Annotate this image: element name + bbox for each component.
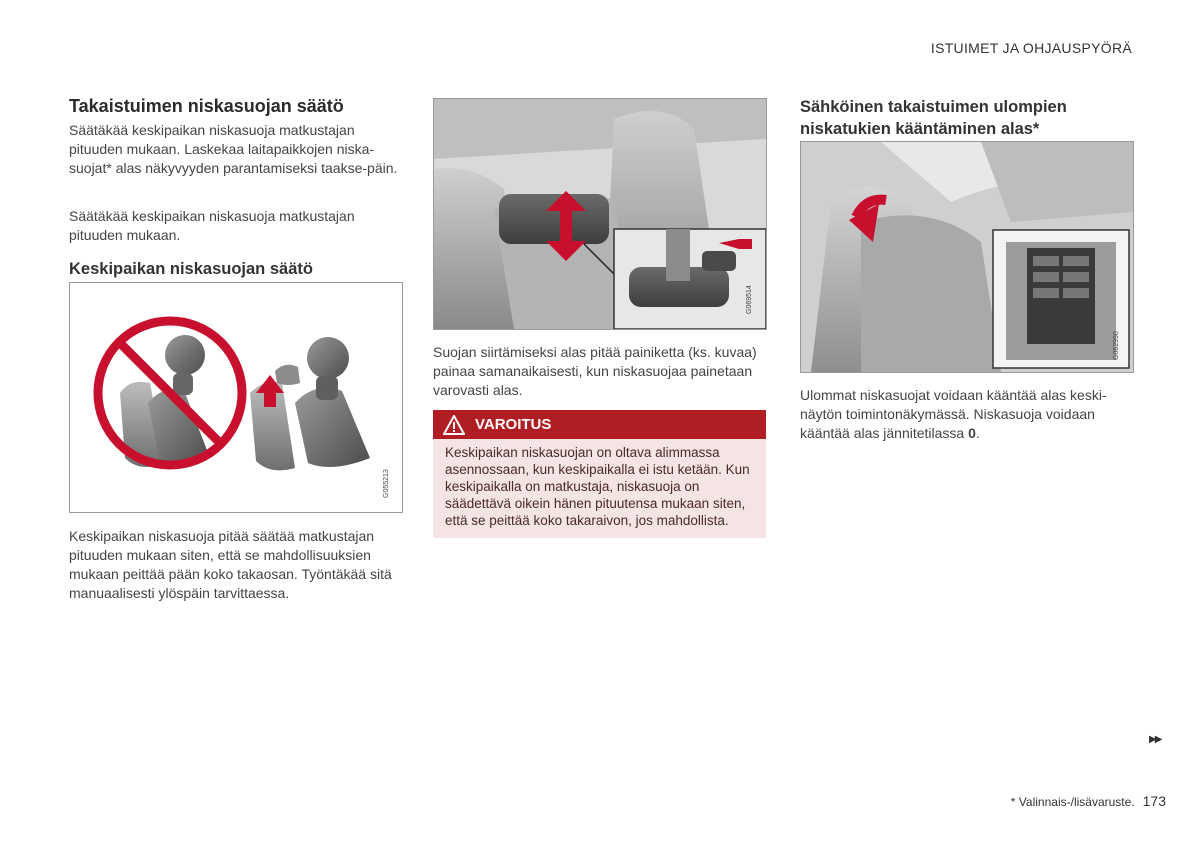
figure-code: G055213 (383, 469, 390, 498)
figure-caption: Keskipaikan niskasuoja pitää säätää matkustajan pituuden mukaan siten, että se mahdollisuuksien mukaan peittää pään koko takaosan. Työntäkää sitä manuaalisesti ylöspäin tarvittaessa. (69, 528, 392, 601)
section-title: Takaistuimen niskasuojan säätö (69, 96, 344, 116)
subsection-title: Keskipaikan niskasuojan säätö (69, 260, 313, 278)
warning-header (433, 410, 766, 439)
rear-seat-illustration (434, 99, 766, 329)
page-footer (1011, 793, 1166, 809)
seat-occupant-illustration (70, 283, 402, 512)
headrest-button-figure (433, 98, 767, 330)
warning-box (433, 410, 766, 538)
continue-icon: ▶▶ (1149, 734, 1161, 745)
warning-triangle-icon (443, 415, 465, 435)
footnote: * Valinnais-/lisävaruste. (1010, 795, 1135, 809)
section-header: ISTUIMET JA OHJAUSPYÖRÄ (930, 40, 1132, 56)
page-number: 173 (1142, 793, 1166, 809)
figure-caption: Suojan siirtämiseksi alas pitää painiketta (ks. kuvaa) painaa samanaikaisesti, kun niskasuojaa painetaan varovasti alas. (433, 344, 757, 398)
outer-headrest-illustration (801, 142, 1133, 372)
warning-label: VAROITUS (475, 416, 552, 433)
figure-caption-right: Ulommat niskasuojat voidaan kääntää alas keski-näytön toimintonäkymässä. Niskasuoja voidaan kääntää alas jännitetilassa 0. (800, 387, 1107, 441)
center-headrest-figure (69, 282, 403, 513)
intro-paragraph: Säätäkää keskipaikan niskasuoja matkustajan pituuden mukaan. Laskekaa laitapaikkojen niska-suojat* alas näkyvyyden parantamiseksi taakse-päin. (69, 122, 398, 176)
section-title-right: Sähköinen takaistuimen ulompien niskatukien kääntäminen alas* (800, 98, 1067, 138)
instruction-paragraph: Säätäkää keskipaikan niskasuoja matkustajan pituuden mukaan. (69, 208, 355, 243)
figure-code: G062990 (1113, 331, 1120, 360)
warning-text: Keskipaikan niskasuojan on oltava alimmassa asennossaan, kun keskipaikalla ei istu ketään. Kun keskipaikalla on matkustaja, niskasuoja on säädettävä oikein hänen pituutensa mukaan siten, että se peittää koko takaraivon, jos mahdollista. (433, 439, 766, 538)
figure-code: G069514 (746, 285, 753, 314)
fold-headrest-figure (800, 141, 1134, 373)
